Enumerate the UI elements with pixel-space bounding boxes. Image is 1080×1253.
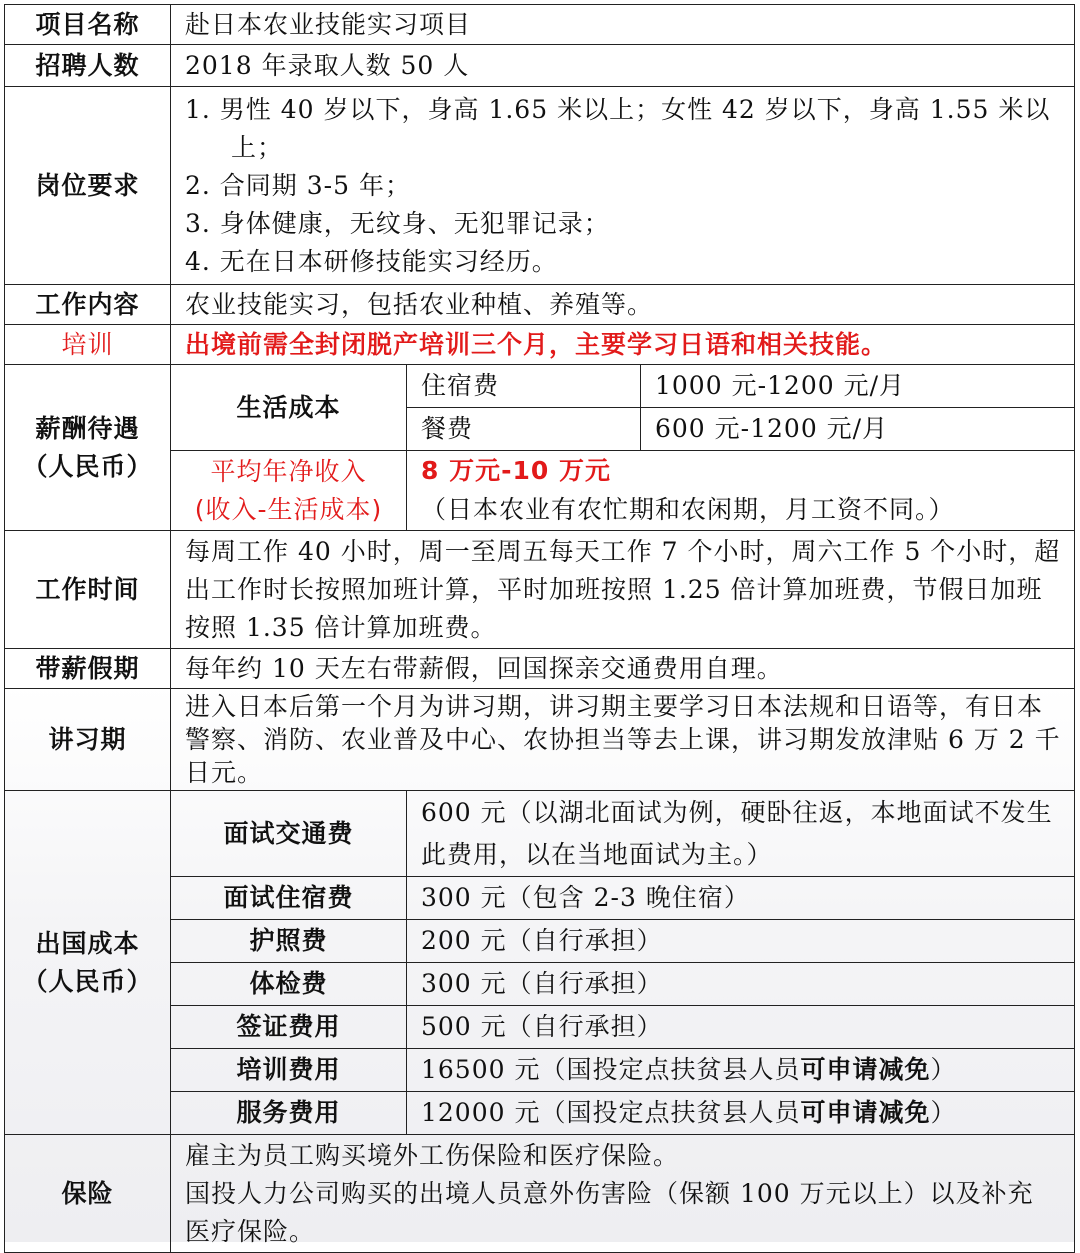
row-recruit (5, 45, 1075, 87)
requirement-item: 4. 无在日本研修技能实习经历。 (185, 246, 558, 276)
requirement-item: 3. 身体健康，无纹身、无犯罪记录； (185, 208, 610, 238)
cost-item-name: 体检费 (171, 963, 407, 1006)
cost-item-name: 培训费用 (171, 1049, 407, 1092)
label-recruit: 招聘人数 (5, 45, 171, 87)
cost-item-value: 300 元（自行承担） (407, 963, 1075, 1006)
label-requirement: 岗位要求 (5, 87, 171, 285)
cost-item-value: 12000 元（国投定点扶贫县人员可申请减免） (407, 1092, 1075, 1135)
value-work-content: 农业技能实习，包括农业种植、养殖等。 (171, 285, 1075, 325)
value-recruit: 2018 年录取人数 50 人 (171, 45, 1075, 87)
label-salary: 薪酬待遇 （人民币） (5, 365, 171, 531)
row-cost-0 (5, 791, 1075, 877)
row-work-time (5, 531, 1075, 649)
cost-item-name: 签证费用 (171, 1006, 407, 1049)
requirement-item: 1. 男性 40 岁以下，身高 1.65 米以上；女性 42 岁以下，身高 1.55 米以 (185, 94, 1051, 124)
value-orientation: 进入日本后第一个月为讲习期，讲习期主要学习日本法规和日语等，有日本 警察、消防、农业普及中心、农协担当等去上课，讲习期发放津贴 6 万 2 千 日元。 (171, 689, 1075, 791)
program-info-table (4, 4, 1075, 1253)
cost-item-value: 300 元（包含 2-3 晚住宿） (407, 877, 1075, 920)
value-training: 出境前需全封闭脱产培训三个月，主要学习日语和相关技能。 (171, 325, 1075, 365)
value-work-time: 每周工作 40 小时，周一至周五每天工作 7 个小时，周六工作 5 个小时，超 出工作时长按照加班计算，平时加班按照 1.25 倍计算加班费，节假日加班 按照 1.35 倍计算加班费。 (171, 531, 1075, 649)
requirement-item: 上； (231, 132, 284, 162)
cost-item-name: 护照费 (171, 920, 407, 963)
cost-item-value: 600 元（以湖北面试为例，硬卧往返，本地面试不发生 此费用，以在当地面试为主。） (407, 791, 1075, 877)
value-project: 赴日本农业技能实习项目 (171, 5, 1075, 45)
cost-item-value: 200 元（自行承担） (407, 920, 1075, 963)
row-insurance (5, 1135, 1075, 1253)
cost-item-value: 16500 元（国投定点扶贫县人员可申请减免） (407, 1049, 1075, 1092)
cost-item-name: 面试住宿费 (171, 877, 407, 920)
living-cost-label: 生活成本 (171, 365, 407, 451)
label-insurance: 保险 (5, 1135, 171, 1253)
label-paid-leave: 带薪假期 (5, 649, 171, 689)
net-income-label: 平均年净收入 (收入-生活成本) (171, 451, 407, 531)
label-work-content: 工作内容 (5, 285, 171, 325)
row-salary-accommodation (5, 365, 1075, 408)
row-work-content (5, 285, 1075, 325)
cost-item-value: 500 元（自行承担） (407, 1006, 1075, 1049)
label-orientation: 讲习期 (5, 689, 171, 791)
label-cost: 出国成本 （人民币） (5, 791, 171, 1135)
value-insurance: 雇主为员工购买境外工伤保险和医疗保险。 国投人力公司购买的出境人员意外伤害险（保额 100 万元以上）以及补充 医疗保险。 (171, 1135, 1075, 1253)
requirement-item: 2. 合同期 3-5 年； (185, 170, 411, 200)
row-requirement (5, 87, 1075, 285)
label-training: 培训 (5, 325, 171, 365)
value-requirement (171, 87, 1075, 285)
label-project: 项目名称 (5, 5, 171, 45)
cost-item-name: 面试交通费 (171, 791, 407, 877)
row-paid-leave (5, 649, 1075, 689)
net-income-note: （日本农业有农忙期和农闲期，月工资不同。） (407, 491, 1075, 531)
value-paid-leave: 每年约 10 天左右带薪假，回国探亲交通费用自理。 (171, 649, 1075, 689)
net-income-value: 8 万元-10 万元 (407, 451, 1075, 491)
meal-value: 600 元-1200 元/月 (641, 408, 1075, 451)
cost-item-name: 服务费用 (171, 1092, 407, 1135)
info-table-container (4, 4, 1074, 1246)
row-training (5, 325, 1075, 365)
accommodation-label: 住宿费 (407, 365, 641, 408)
label-work-time: 工作时间 (5, 531, 171, 649)
meal-label: 餐费 (407, 408, 641, 451)
row-orientation (5, 689, 1075, 791)
row-project (5, 5, 1075, 45)
accommodation-value: 1000 元-1200 元/月 (641, 365, 1075, 408)
